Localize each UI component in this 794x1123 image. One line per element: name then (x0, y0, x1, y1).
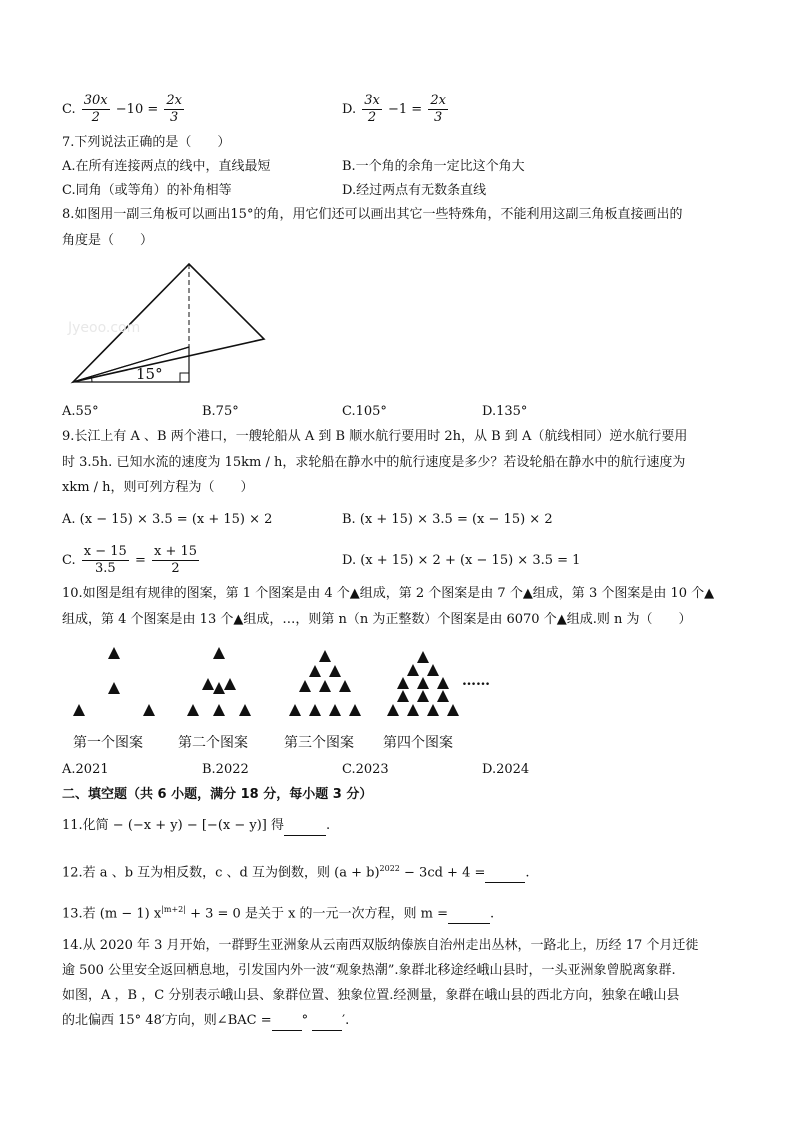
fraction-denominator: 2 (367, 110, 377, 125)
section-title: 二、填空题（共 6 小题，满分 18 分，每小题 3 分） (62, 787, 373, 802)
q12 (62, 860, 530, 883)
q9-option-a: A. (x − 15) × 3.5 = (x + 15) × 2 (62, 512, 273, 527)
q13-text-mid: + 3 = 0 是关于 x 的一元一次方程，则 m = (185, 906, 449, 922)
fraction-denominator: 3 (433, 110, 443, 125)
q8-option-d: D.135° (482, 404, 528, 419)
triangle-mark (108, 682, 120, 694)
exponent: 2022 (379, 864, 400, 873)
q14-line2: 逾 500 公里安全返回栖息地，引发国内外一波“观象热潮”.象群北移途经峨山县时，一头亚洲象曾脱离象群. (62, 963, 676, 978)
answer-blank[interactable] (448, 905, 490, 924)
fraction-numerator: 2x (166, 93, 182, 108)
triangle-mark (397, 690, 409, 702)
q9-option-b: B. (x + 15) × 3.5 = (x − 15) × 2 (342, 512, 553, 527)
equation-text: −1 = (387, 102, 423, 117)
fraction-denominator: 2 (171, 561, 180, 576)
fraction-numerator: 30x (83, 93, 108, 108)
triangle-mark (309, 665, 321, 677)
fraction-denominator: 3 (170, 110, 179, 125)
period: . (525, 865, 530, 881)
q9-option-c (62, 543, 201, 579)
triangle-mark (329, 704, 341, 716)
triangle-mark (319, 650, 331, 662)
triangle-mark (224, 678, 236, 690)
answer-blank[interactable] (284, 817, 326, 836)
q10-option-c: C.2023 (342, 762, 389, 777)
triangle-mark (447, 704, 459, 716)
q13-text: 13.若 (m − 1) x (62, 906, 162, 922)
caption-pattern-4: 第四个图案 (383, 735, 453, 751)
caption-pattern-2: 第二个图案 (178, 735, 248, 751)
triangle-mark (213, 682, 225, 694)
q8-stem-line1: 8.如图用一副三角板可以画出15°的角，用它们还可以画出其它一些特殊角，不能利用这副三角板直接画出的 (62, 207, 683, 222)
triangle-mark (437, 690, 449, 702)
triangle-mark (143, 704, 155, 716)
q7-option-d: D.经过两点有无数条直线 (342, 183, 487, 198)
q6-option-c (62, 92, 186, 128)
q7-stem: 7.下列说法正确的是（ ） (62, 135, 231, 150)
triangle-mark (73, 704, 85, 716)
triangle-mark (319, 680, 331, 692)
exponent: |m+2| (161, 905, 186, 914)
fraction-numerator: x + 15 (153, 544, 198, 559)
answer-blank-degrees[interactable] (272, 1012, 302, 1031)
triangle-mark (299, 680, 311, 692)
q10-stem-line2: 组成，第 4 个图案是由 13 个▲组成，…，则第 n（n 为正整数）个图案是由 6070 个▲组成.则 n 为（ ） (62, 612, 692, 627)
q8-option-b: B.75° (202, 404, 239, 419)
triangle-mark (417, 690, 429, 702)
fraction-numerator: 2x (430, 93, 446, 108)
angle-label: 15° (136, 365, 163, 383)
period: . (345, 1013, 350, 1028)
triangle-mark (397, 677, 409, 689)
triangle-mark (289, 704, 301, 716)
q9-stem-line2: 时 3.5h. 已知水流的速度为 15km / h，求轮船在静水中的航行速度是多少？若设轮船在静水中的航行速度为 (62, 455, 686, 470)
triangle-mark (213, 704, 225, 716)
q13 (62, 901, 494, 924)
q8-option-c: C.105° (342, 404, 387, 419)
triangle-mark (239, 704, 251, 716)
triangle-mark (427, 664, 439, 676)
triangle-mark (417, 677, 429, 689)
period: . (490, 906, 495, 922)
right-angle-mark (180, 373, 189, 382)
caption-pattern-3: 第三个图案 (284, 735, 354, 751)
q9-stem-line3: xkm / h，则可列方程为（ ） (62, 480, 254, 495)
equation-text: −10 = (115, 102, 159, 117)
triangle-mark (202, 678, 214, 690)
degree-sign: ° (301, 1013, 309, 1028)
q10-option-b: B.2022 (202, 762, 249, 777)
fraction-numerator: 3x (364, 93, 380, 108)
q10-stem-line1: 10.如图是组有规律的图案，第 1 个图案是由 4 个▲组成，第 2 个图案是由 7 个▲组成，第 3 个图案是由 10 个▲ (62, 586, 715, 601)
triangle-mark (213, 647, 225, 659)
q11-text: 11.化简 − (−x + y) − [−(x − y)] 得 (62, 818, 285, 833)
q12-text-mid: − 3cd + 4 = (399, 865, 486, 881)
equals-sign: = (134, 553, 146, 568)
triangle-mark (339, 680, 351, 692)
triangle-mark (407, 664, 419, 676)
pattern-ellipsis: …… (462, 673, 490, 689)
triangle-mark (427, 704, 439, 716)
option-label: C. (62, 553, 76, 568)
triangle-mark (329, 665, 341, 677)
caption-pattern-1: 第一个图案 (73, 735, 143, 751)
triangle-pattern-figure (60, 640, 530, 725)
q11 (62, 817, 330, 836)
fraction-denominator: 3.5 (94, 561, 116, 576)
q14-line1: 14.从 2020 年 3 月开始，一群野生亚洲象从云南西双版纳傣族自治州走出丛林，一路北上，历经 17 个月迁徙 (62, 938, 699, 953)
q10-option-d: D.2024 (482, 762, 530, 777)
option-label: C. (62, 102, 76, 117)
watermark: Jyeoo.com (68, 320, 141, 336)
q14-line4 (62, 1012, 349, 1031)
triangle-mark (108, 647, 120, 659)
q9-option-d: D. (x + 15) × 2 + (x − 15) × 3.5 = 1 (342, 553, 581, 568)
answer-blank[interactable] (485, 864, 525, 883)
q7-option-a: A.在所有连接两点的线中，直线最短 (62, 159, 271, 174)
triangle-mark (387, 704, 399, 716)
fraction-numerator: x − 15 (83, 544, 127, 559)
triangle-mark (437, 677, 449, 689)
q6-option-d (342, 92, 450, 128)
answer-blank-minutes[interactable] (312, 1012, 342, 1031)
q9-stem-line1: 9.长江上有 A 、B 两个港口，一艘轮船从 A 到 B 顺水航行要用时 2h，从 B 到 A（航线相同）逆水航行要用 (62, 429, 688, 444)
q7-option-c: C.同角（或等角）的补角相等 (62, 183, 232, 198)
triangle-mark (417, 651, 429, 663)
q14-text: 的北偏西 15° 48′方向，则∠BAC = (62, 1013, 272, 1028)
option-label: D. (342, 102, 357, 117)
q8-option-a: A.55° (62, 404, 99, 419)
triangle-mark (407, 704, 419, 716)
q14-line3: 如图，A ，B ，C 分别表示峨山县、象群位置、独象位置.经测量，象群在峨山县的西北方向，独象在峨山县 (62, 988, 680, 1003)
q7-option-b: B.一个角的余角一定比这个角大 (342, 159, 525, 174)
period: . (326, 818, 331, 833)
triangle-mark (187, 704, 199, 716)
minute-sign: ′ (342, 1013, 346, 1028)
triangle-mark (349, 704, 361, 716)
fraction-denominator: 2 (91, 110, 100, 125)
q8-stem-line2: 角度是（ ） (62, 233, 154, 248)
triangle-mark (309, 704, 321, 716)
q10-option-a: A.2021 (62, 762, 109, 777)
q12-text: 12.若 a 、b 互为相反数，c 、d 互为倒数，则 (a + b) (62, 865, 380, 881)
